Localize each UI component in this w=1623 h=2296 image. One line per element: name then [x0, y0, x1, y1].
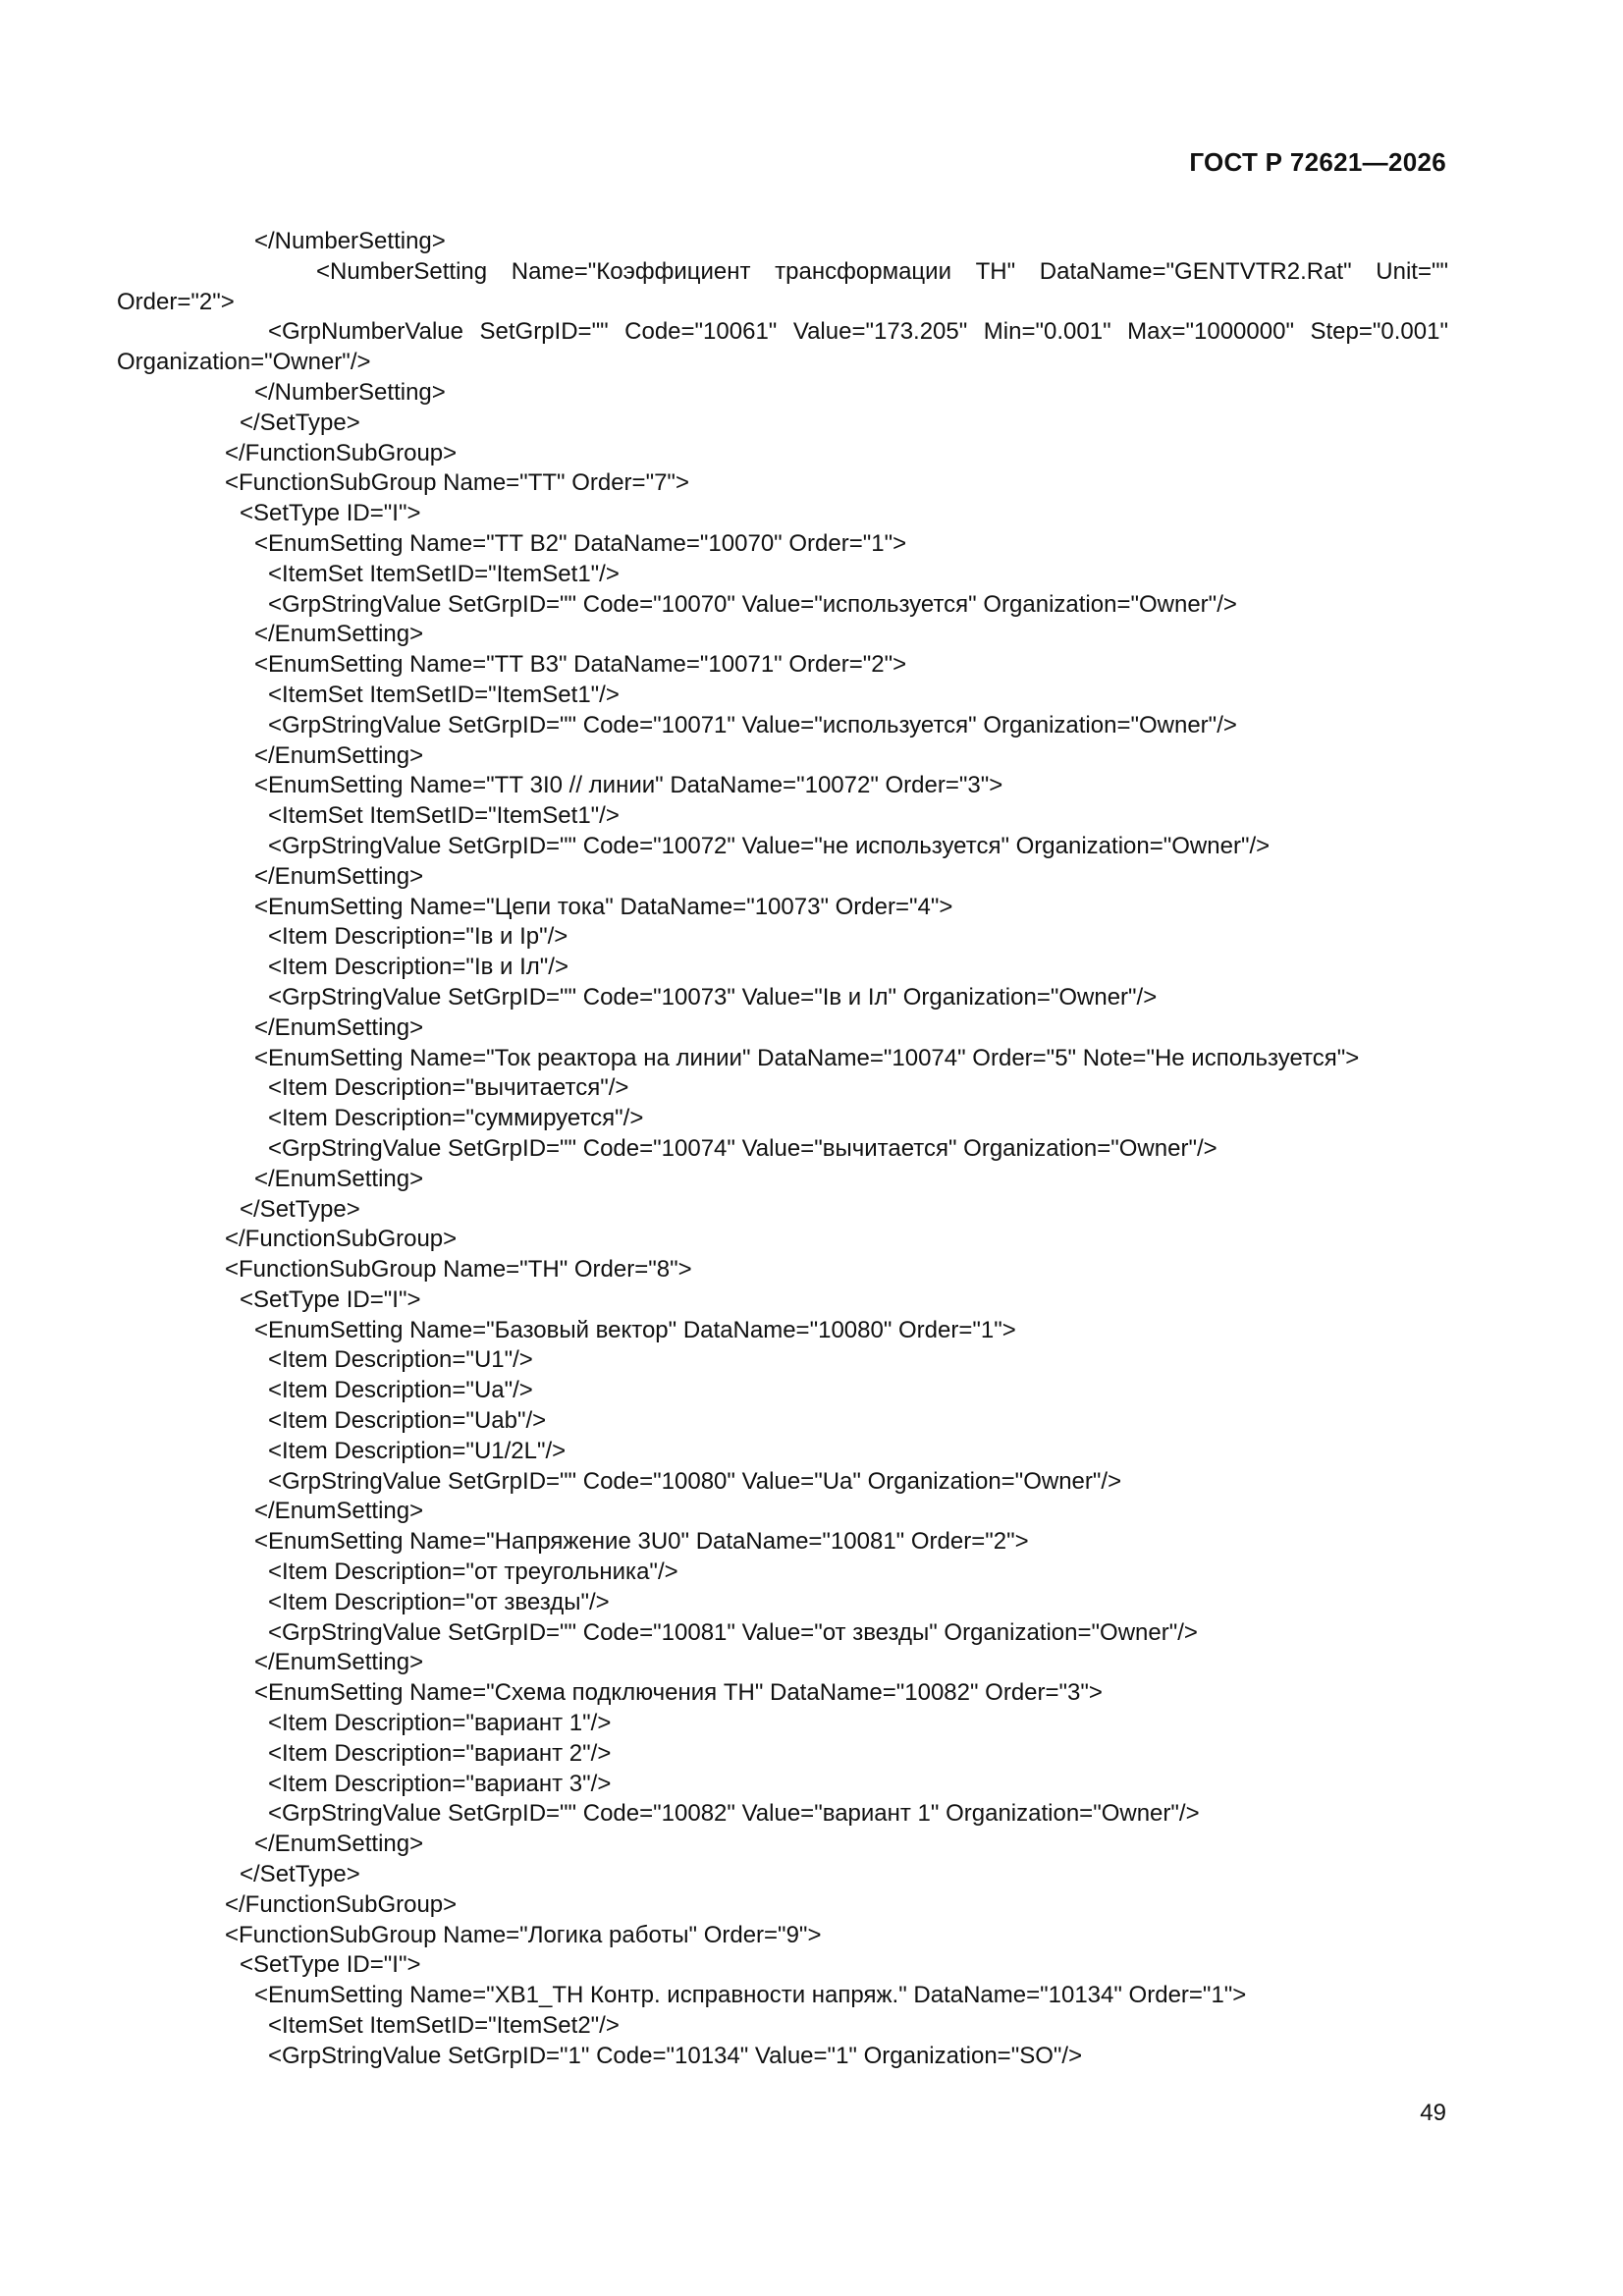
xml-line: <ItemSet ItemSetID="ItemSet1"/>: [268, 802, 620, 830]
xml-line: </SetType>: [240, 409, 360, 436]
xml-line: <GrpStringValue SetGrpID="" Code="10080" Value="Ua" Organization="Owner"/>: [268, 1467, 1122, 1495]
xml-line: <EnumSetting Name="ТТ В3" DataName="10071" Order="2">: [254, 651, 907, 679]
xml-line: <Item Description="вариант 3"/>: [268, 1770, 612, 1797]
xml-line: <GrpStringValue SetGrpID="" Code="10071" Value="используется" Organization="Owner"/>: [268, 711, 1237, 738]
xml-line: <EnumSetting Name="Базовый вектор" DataName="10080" Order="1">: [254, 1316, 1016, 1343]
xml-line: <GrpStringValue SetGrpID="" Code="10073" Value="Iв и Iл" Organization="Owner"/>: [268, 983, 1158, 1011]
xml-line: </EnumSetting>: [254, 1498, 424, 1525]
xml-line: </NumberSetting>: [254, 228, 446, 254]
xml-line: </SetType>: [240, 1195, 360, 1223]
xml-line: <Item Description="Iв и Iл"/>: [268, 954, 568, 981]
xml-line: <EnumSetting Name="ТТ 3I0 // линии" DataName="10072" Order="3">: [254, 772, 1003, 799]
xml-line: <GrpStringValue SetGrpID="" Code="10072" Value="не используется" Organization="Owner"/>: [268, 832, 1271, 859]
xml-line: <Item Description="U1"/>: [268, 1346, 533, 1374]
xml-line: </EnumSetting>: [254, 1013, 424, 1041]
xml-line: <Item Description="вариант 1"/>: [268, 1710, 612, 1737]
xml-line: </EnumSetting>: [254, 621, 424, 648]
xml-line: <EnumSetting Name="ТТ В2" DataName="10070" Order="1">: [254, 529, 907, 557]
xml-line: </NumberSetting>: [254, 378, 446, 406]
xml-line: </FunctionSubGroup>: [225, 1890, 458, 1918]
xml-line: <FunctionSubGroup Name="ТН" Order="8">: [225, 1256, 692, 1284]
xml-line: </EnumSetting>: [254, 1831, 424, 1858]
document-code-header: ГОСТ Р 72621—2026: [1189, 147, 1446, 177]
xml-line: </FunctionSubGroup>: [225, 439, 458, 466]
xml-line: </EnumSetting>: [254, 1165, 424, 1192]
xml-line: <GrpStringValue SetGrpID="" Code="10082" Value="вариант 1" Organization="Owner"/>: [268, 1800, 1200, 1828]
xml-line: <Item Description="Ua"/>: [268, 1377, 533, 1404]
xml-line: <Item Description="суммируется"/>: [268, 1105, 644, 1132]
xml-line: <Item Description="Iв и Iр"/>: [268, 923, 568, 951]
xml-line: <SetType ID="I">: [240, 500, 421, 527]
xml-line: <SetType ID="I">: [240, 1951, 421, 1979]
xml-line: <Item Description="вычитается"/>: [268, 1074, 629, 1102]
xml-line: <EnumSetting Name="Ток реактора на линии" DataName="10074" Order="5" Note="Не используется">: [254, 1044, 1360, 1071]
xml-line: <GrpStringValue SetGrpID="" Code="10074" Value="вычитается" Organization="Owner"/>: [268, 1134, 1217, 1162]
xml-line: <ItemSet ItemSetID="ItemSet2"/>: [268, 2012, 620, 2040]
xml-line: <Item Description="вариант 2"/>: [268, 1739, 612, 1767]
xml-line: <GrpStringValue SetGrpID="1" Code="10134" Value="1" Organization="SO"/>: [268, 2042, 1083, 2069]
xml-line: <Item Description="U1/2L"/>: [268, 1437, 567, 1464]
xml-line: Order="2">: [117, 288, 235, 315]
xml-line: <EnumSetting Name="Напряжение 3U0" DataName="10081" Order="2">: [254, 1528, 1029, 1556]
xml-line: </EnumSetting>: [254, 862, 424, 890]
xml-line: <SetType ID="I">: [240, 1285, 421, 1313]
xml-line: <GrpStringValue SetGrpID="" Code="10070" Value="используется" Organization="Owner"/>: [268, 590, 1237, 618]
xml-line: <EnumSetting Name="Цепи тока" DataName="10073" Order="4">: [254, 893, 953, 920]
xml-line: <Item Description="от звезды"/>: [268, 1588, 610, 1615]
xml-listing: [117, 227, 1448, 2072]
page-number: 49: [1420, 2100, 1446, 2126]
xml-line: <ItemSet ItemSetID="ItemSet1"/>: [268, 560, 620, 587]
xml-line: <EnumSetting Name="Схема подключения ТН" DataName="10082" Order="3">: [254, 1679, 1103, 1707]
xml-line: </SetType>: [240, 1861, 360, 1888]
xml-line: <Item Description="Uab"/>: [268, 1407, 547, 1435]
xml-line: <GrpStringValue SetGrpID="" Code="10081" Value="от звезды" Organization="Owner"/>: [268, 1618, 1198, 1646]
xml-line: </EnumSetting>: [254, 1649, 424, 1676]
xml-line: <ItemSet ItemSetID="ItemSet1"/>: [268, 681, 620, 708]
xml-line: </EnumSetting>: [254, 741, 424, 769]
xml-line: <EnumSetting Name="XB1_TH Контр. исправности напряж." DataName="10134" Order="1">: [254, 1982, 1247, 2009]
xml-line: <GrpNumberValue SetGrpID="" Code="10061" Value="173.205" Min="0.001" Max="1000000" Step="0.001": [268, 318, 1448, 346]
xml-line: <FunctionSubGroup Name="Логика работы" Order="9">: [225, 1921, 822, 1948]
xml-line: <NumberSetting Name="Коэффициент трансформации ТН" DataName="GENTVTR2.Rat" Unit="": [316, 257, 1448, 285]
xml-line: </FunctionSubGroup>: [225, 1226, 458, 1253]
xml-line: <FunctionSubGroup Name="ТТ" Order="7">: [225, 469, 689, 497]
xml-line: Organization="Owner"/>: [117, 349, 371, 376]
xml-line: <Item Description="от треугольника"/>: [268, 1558, 678, 1586]
